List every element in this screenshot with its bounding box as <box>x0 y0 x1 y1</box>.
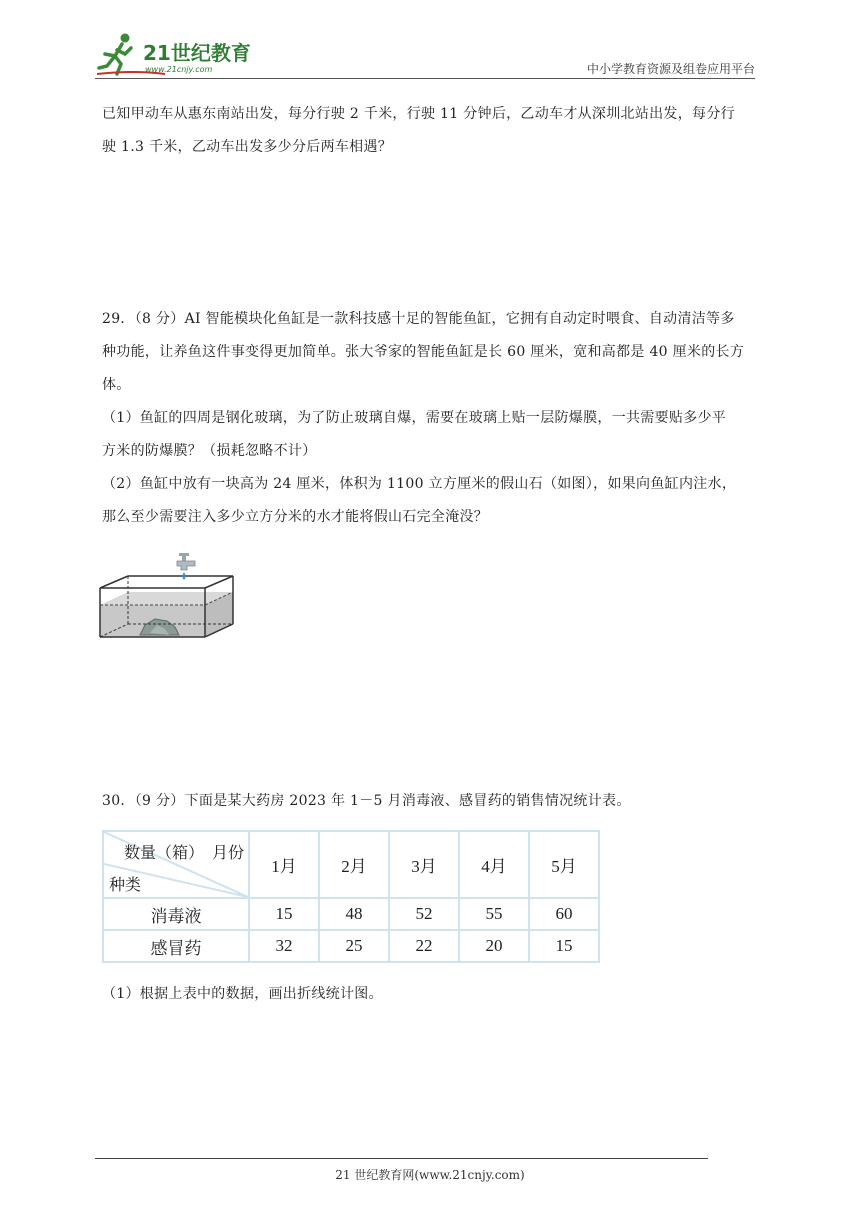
q29-line3: 体。 <box>102 377 131 393</box>
site-slogan: 中小学教育资源及组卷应用平台 <box>586 62 755 76</box>
table-cell: 60 <box>529 898 599 930</box>
table-cell: 15 <box>529 930 599 962</box>
q29-sub1-line1: （1）鱼缸的四周是钢化玻璃，为了防止玻璃自爆，需要在玻璃上贴一层防爆膜，一共需要贴多少平 <box>102 410 727 426</box>
footer-text: 21 世纪教育网(www.21cnjy.com) <box>335 1168 525 1182</box>
table-cell: 20 <box>459 930 529 962</box>
row-label: 感冒药 <box>103 930 249 962</box>
sales-table <box>102 830 600 963</box>
q29-sub2-line2: 那么至少需要注入多少立方分米的水才能将假山石完全淹没？ <box>102 509 489 525</box>
svg-text:www.21cnjy.com: www.21cnjy.com <box>145 65 213 74</box>
table-cell: 22 <box>389 930 459 962</box>
table-cell: 15 <box>249 898 319 930</box>
q28-line1: 已知甲动车从惠东南站出发，每分行驶 2 千米，行驶 11 分钟后，乙动车才从深圳北站出发，每分行 <box>102 106 735 122</box>
runner-logo-icon <box>95 30 265 78</box>
q30-sub1: （1）根据上表中的数据，画出折线统计图。 <box>102 986 383 1002</box>
q29-line2: 种功能，让养鱼这件事变得更加简单。张大爷家的智能鱼缸是长 60 厘米，宽和高都是 40 厘米的长方 <box>102 344 745 360</box>
q28-line2: 驶 1.3 千米，乙动车出发多少分后两车相遇？ <box>102 139 393 155</box>
footer-divider <box>95 1158 708 1159</box>
header-divider <box>95 78 755 79</box>
q29-sub2-line1: （2）鱼缸中放有一块高为 24 厘米，体积为 1100 立方厘米的假山石（如图），如果向鱼缸内注水， <box>102 476 737 492</box>
table-row <box>103 898 599 930</box>
q28-text <box>102 98 762 164</box>
fish-tank-illustration <box>95 545 245 645</box>
corner-top-label: 数量（箱） 月份 <box>123 845 244 862</box>
q29-text <box>102 303 762 534</box>
month-header: 5月 <box>529 831 599 898</box>
fish-tank-figure <box>95 545 245 645</box>
corner-bottom-label: 种类 <box>109 877 142 894</box>
table-cell: 32 <box>249 930 319 962</box>
row-label: 消毒液 <box>103 898 249 930</box>
table-row <box>103 930 599 962</box>
q29-sub1-line2: 方米的防爆膜？（损耗忽略不计） <box>102 443 317 459</box>
table-header-row <box>103 831 599 898</box>
table-cell: 25 <box>319 930 389 962</box>
month-header: 1月 <box>249 831 319 898</box>
table-cell: 55 <box>459 898 529 930</box>
month-header: 4月 <box>459 831 529 898</box>
q30-intro: 30．（9 分）下面是某大药房 2023 年 1－5 月消毒液、感冒药的销售情况统计表。 <box>102 793 631 809</box>
month-header: 2月 <box>319 831 389 898</box>
month-header: 3月 <box>389 831 459 898</box>
svg-text:21世纪教育: 21世纪教育 <box>143 41 251 65</box>
q29-line1: 29．（8 分）AI 智能模块化鱼缸是一款科技感十足的智能鱼缸，它拥有自动定时喂食、自动清洁等多 <box>102 311 735 327</box>
table-corner-cell <box>103 831 249 898</box>
table-cell: 48 <box>319 898 389 930</box>
table-cell: 52 <box>389 898 459 930</box>
site-logo <box>95 30 265 78</box>
